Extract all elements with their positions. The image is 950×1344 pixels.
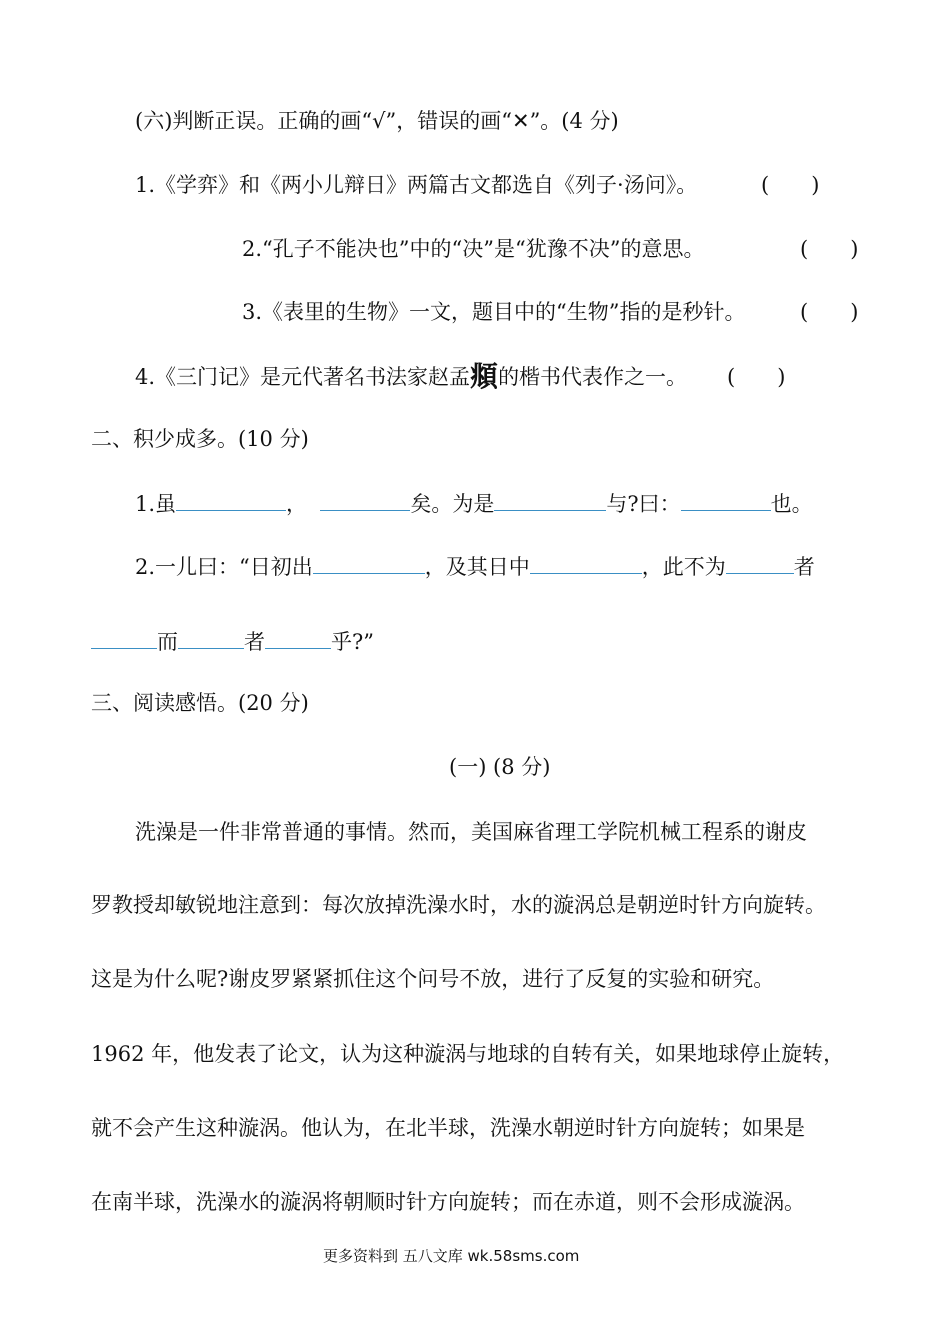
section2-heading: 二、积少成多。(10 分) — [91, 427, 309, 451]
emphasized-character: 頫 — [470, 360, 499, 393]
reading-subheading: (一) (8 分) — [449, 755, 551, 779]
passage-line-6: 在南半球，洗澡水的漩涡将朝顺时针方向旋转；而在赤道，则不会形成漩涡。 — [91, 1190, 805, 1214]
fill-blank[interactable] — [530, 551, 642, 574]
fill-blank[interactable] — [265, 626, 331, 649]
answer-paren[interactable]: ( ) — [800, 237, 859, 261]
text-segment: 而 — [157, 630, 178, 654]
text-segment: 矣。为是 — [410, 492, 495, 516]
fill-blank[interactable] — [726, 551, 794, 574]
fill-question-2-continued — [91, 626, 374, 657]
section3-heading: 三、阅读感悟。(20 分) — [91, 691, 309, 715]
fill-blank[interactable] — [91, 626, 157, 649]
answer-paren[interactable]: ( ) — [761, 173, 820, 197]
fill-blank[interactable] — [176, 488, 286, 511]
passage-line-4: 1962 年，他发表了论文，认为这种漩涡与地球的自转有关，如果地球停止旋转， — [91, 1042, 845, 1066]
answer-paren[interactable]: ( ) — [800, 300, 859, 324]
fill-blank[interactable] — [320, 488, 410, 511]
judge-question-1 — [135, 170, 820, 200]
text-segment: ，及其日中 — [424, 555, 530, 579]
judge-question-3 — [242, 297, 859, 327]
text-segment: 也。 — [770, 492, 813, 516]
answer-paren[interactable]: ( ) — [727, 365, 786, 389]
question-text: 3.《表里的生物》一文，题目中的“生物”指的是秒针。 — [242, 300, 746, 324]
passage-line-3: 这是为什么呢?谢皮罗紧紧抓住这个问号不放，进行了反复的实验和研究。 — [91, 967, 775, 991]
question-text: 1.《学弈》和《两小儿辩日》两篇古文都选自《列子·汤问》。 — [135, 173, 698, 197]
fill-blank[interactable] — [494, 488, 606, 511]
fill-blank[interactable] — [681, 488, 771, 511]
question-text-start: 4.《三门记》是元代著名书法家赵孟 — [135, 365, 471, 389]
text-segment: 与?曰： — [606, 492, 681, 516]
text-segment: 1.虽 — [135, 492, 177, 516]
judge-question-4 — [135, 360, 786, 393]
fill-question-1 — [135, 488, 813, 519]
text-segment: ，此不为 — [641, 555, 726, 579]
text-segment: ， — [286, 492, 308, 516]
text-segment: 者 — [244, 630, 265, 654]
question-text: 2.“孔子不能决也”中的“决”是“犹豫不决”的意思。 — [242, 237, 705, 261]
text-segment: 2.一儿曰：“日初出 — [135, 555, 313, 579]
text-segment: 者 — [793, 555, 815, 579]
fill-blank[interactable] — [313, 551, 425, 574]
text-segment: 乎?” — [331, 630, 374, 654]
question-text-end: 的楷书代表作之一。 — [498, 365, 688, 389]
footer-source-text: 更多资料到 五八文库 wk.58sms.com — [323, 1247, 580, 1265]
passage-line-1: 洗澡是一件非常普通的事情。然而，美国麻省理工学院机械工程系的谢皮 — [135, 820, 807, 844]
passage-line-5: 就不会产生这种漩涡。他认为，在北半球，洗澡水朝逆时针方向旋转；如果是 — [91, 1116, 805, 1140]
section6-heading: (六)判断正误。正确的画“√”，错误的画“✕”。(4 分) — [135, 109, 619, 133]
fill-question-2 — [135, 551, 815, 582]
passage-line-2: 罗教授却敏锐地注意到：每次放掉洗澡水时，水的漩涡总是朝逆时针方向旋转。 — [91, 893, 826, 917]
fill-blank[interactable] — [178, 626, 244, 649]
judge-question-2 — [242, 234, 859, 264]
